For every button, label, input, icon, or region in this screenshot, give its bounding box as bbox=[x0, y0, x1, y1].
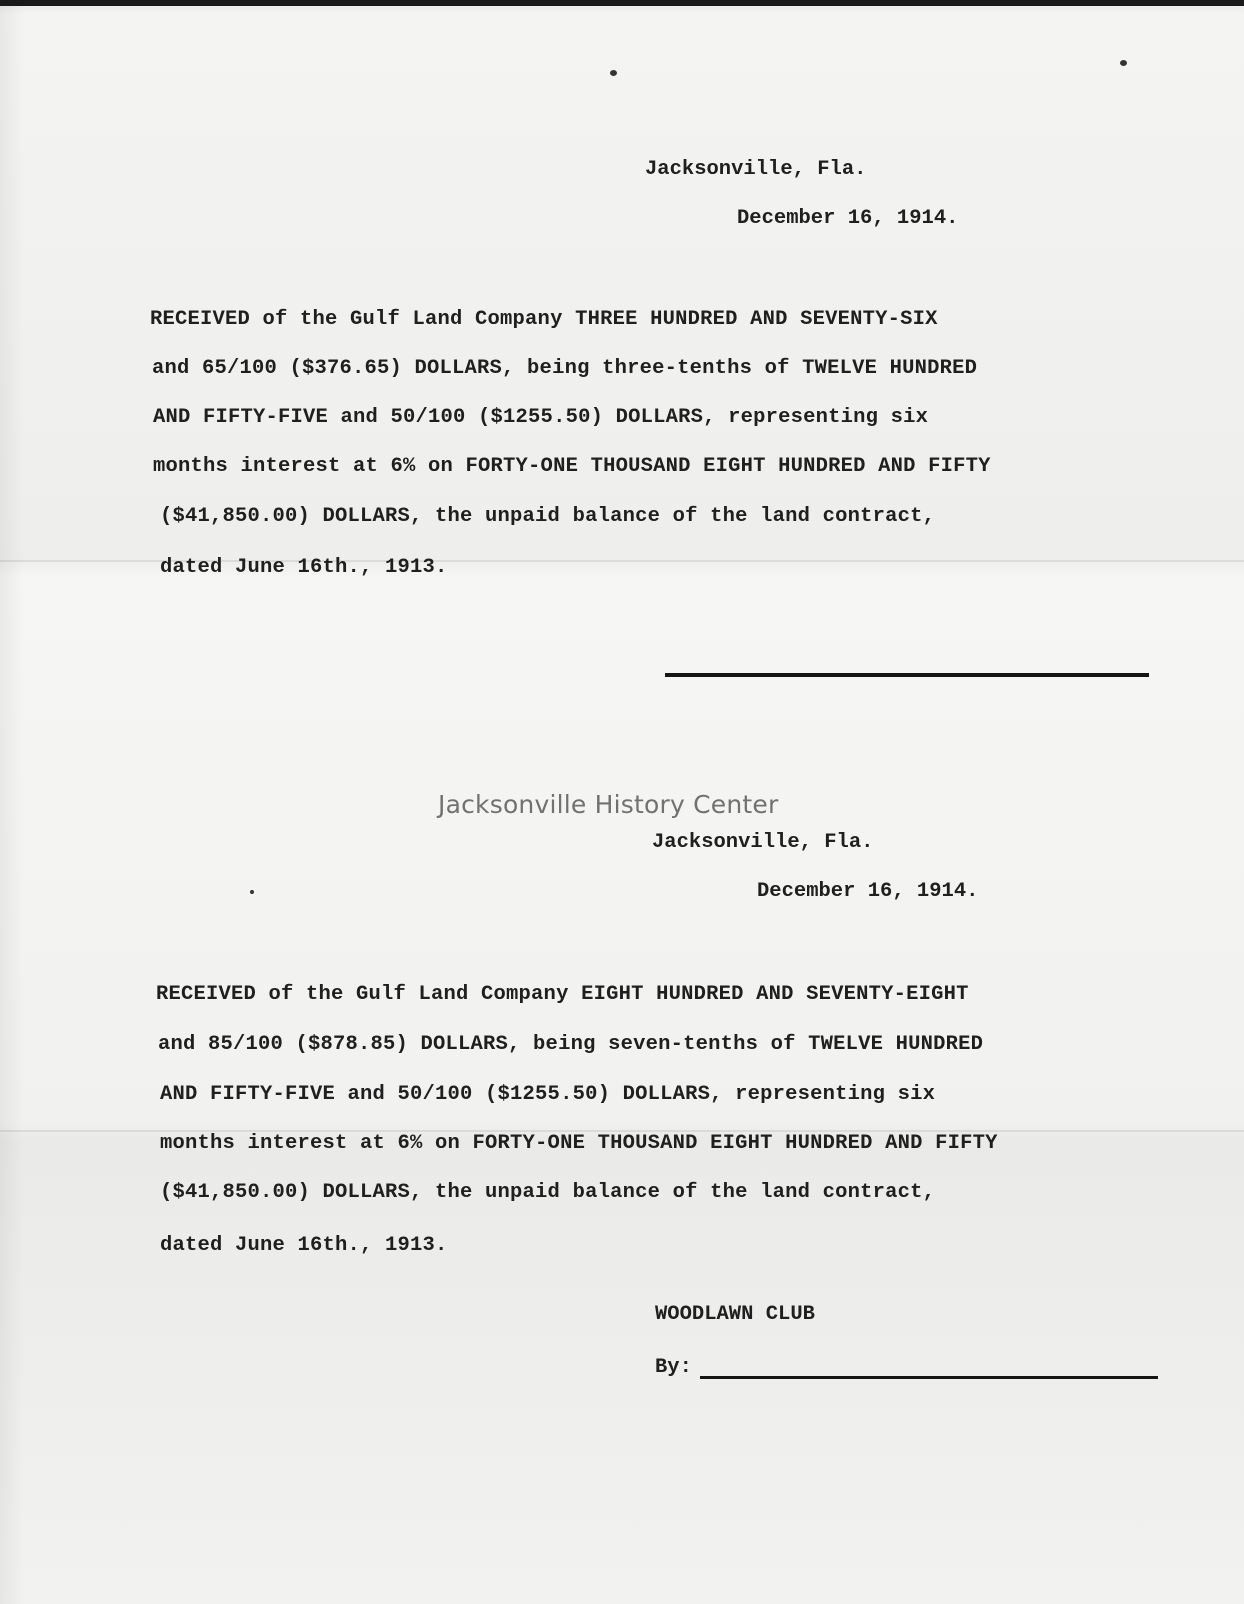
scan-top-edge bbox=[0, 0, 1244, 6]
receipt-1-line: RECEIVED of the Gulf Land Company THREE HUNDRED AND SEVENTY-SIX bbox=[150, 308, 938, 331]
by-label: By: bbox=[655, 1356, 692, 1379]
watermark-text: Jacksonville History Center bbox=[438, 790, 779, 819]
ink-speck bbox=[1120, 60, 1127, 66]
receipt-2-line: AND FIFTY-FIVE and 50/100 ($1255.50) DOLLARS, representing six bbox=[160, 1083, 936, 1106]
receipt-2-line: and 85/100 ($878.85) DOLLARS, being seven-tenths of TWELVE HUNDRED bbox=[158, 1033, 984, 1056]
receipt-2-line: ($41,850.00) DOLLARS, the unpaid balance of the land contract, bbox=[160, 1181, 936, 1204]
receipt-1-signature-line bbox=[665, 673, 1149, 677]
ink-speck bbox=[250, 890, 254, 894]
signatory-name: WOODLAWN CLUB bbox=[655, 1303, 815, 1326]
receipt-1-line: and 65/100 ($376.65) DOLLARS, being three-tenths of TWELVE HUNDRED bbox=[152, 357, 978, 380]
receipt-1-line: AND FIFTY-FIVE and 50/100 ($1255.50) DOLLARS, representing six bbox=[153, 406, 929, 429]
receipt-2-date: December 16, 1914. bbox=[757, 880, 979, 903]
receipt-1-line: dated June 16th., 1913. bbox=[160, 556, 448, 579]
receipt-2-line: RECEIVED of the Gulf Land Company EIGHT HUNDRED AND SEVENTY-EIGHT bbox=[156, 983, 969, 1006]
receipt-2-line: months interest at 6% on FORTY-ONE THOUSAND EIGHT HUNDRED AND FIFTY bbox=[160, 1132, 998, 1155]
receipt-1-date: December 16, 1914. bbox=[737, 207, 959, 230]
receipt-2-line: dated June 16th., 1913. bbox=[160, 1234, 448, 1257]
receipt-1-line: ($41,850.00) DOLLARS, the unpaid balance of the land contract, bbox=[160, 505, 936, 528]
by-signature-line bbox=[700, 1376, 1158, 1379]
receipt-1-place: Jacksonville, Fla. bbox=[645, 158, 867, 181]
ink-speck bbox=[610, 70, 617, 76]
receipt-2-place: Jacksonville, Fla. bbox=[652, 831, 874, 854]
receipt-1-line: months interest at 6% on FORTY-ONE THOUSAND EIGHT HUNDRED AND FIFTY bbox=[153, 455, 991, 478]
